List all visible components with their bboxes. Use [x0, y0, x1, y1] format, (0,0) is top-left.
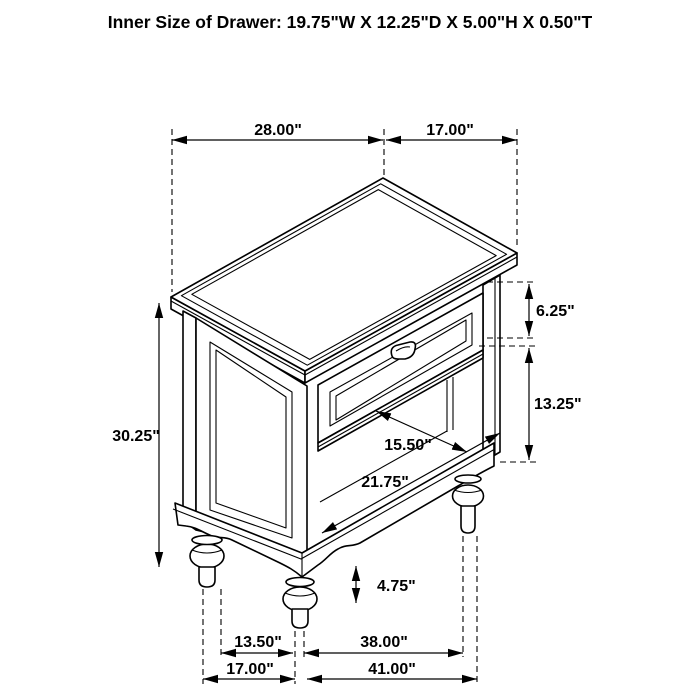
label-top-depth: 17.00"	[426, 122, 474, 139]
label-overall-height: 30.25"	[112, 428, 160, 445]
label-opening-height: 13.25"	[534, 396, 582, 413]
label-base-depth: 17.00"	[226, 661, 274, 678]
label-base-width: 41.00"	[368, 661, 416, 678]
leg-front	[283, 578, 317, 629]
nightstand-drawing	[171, 178, 517, 628]
label-leg-spacing-depth: 13.50"	[234, 634, 282, 651]
label-drawer-face-height: 6.25"	[536, 303, 575, 320]
label-shelf-depth: 15.50"	[384, 437, 432, 454]
left-corner-post	[183, 311, 196, 530]
label-top-width: 28.00"	[254, 122, 302, 139]
label-leg-spacing-width: 38.00"	[360, 634, 408, 651]
label-shelf-width: 21.75"	[361, 474, 409, 491]
leg-left	[190, 536, 224, 588]
label-leg-height: 4.75"	[377, 578, 416, 595]
page-title: Inner Size of Drawer: 19.75"W X 12.25"D X 5.00"H X 0.50"T	[107, 12, 593, 32]
